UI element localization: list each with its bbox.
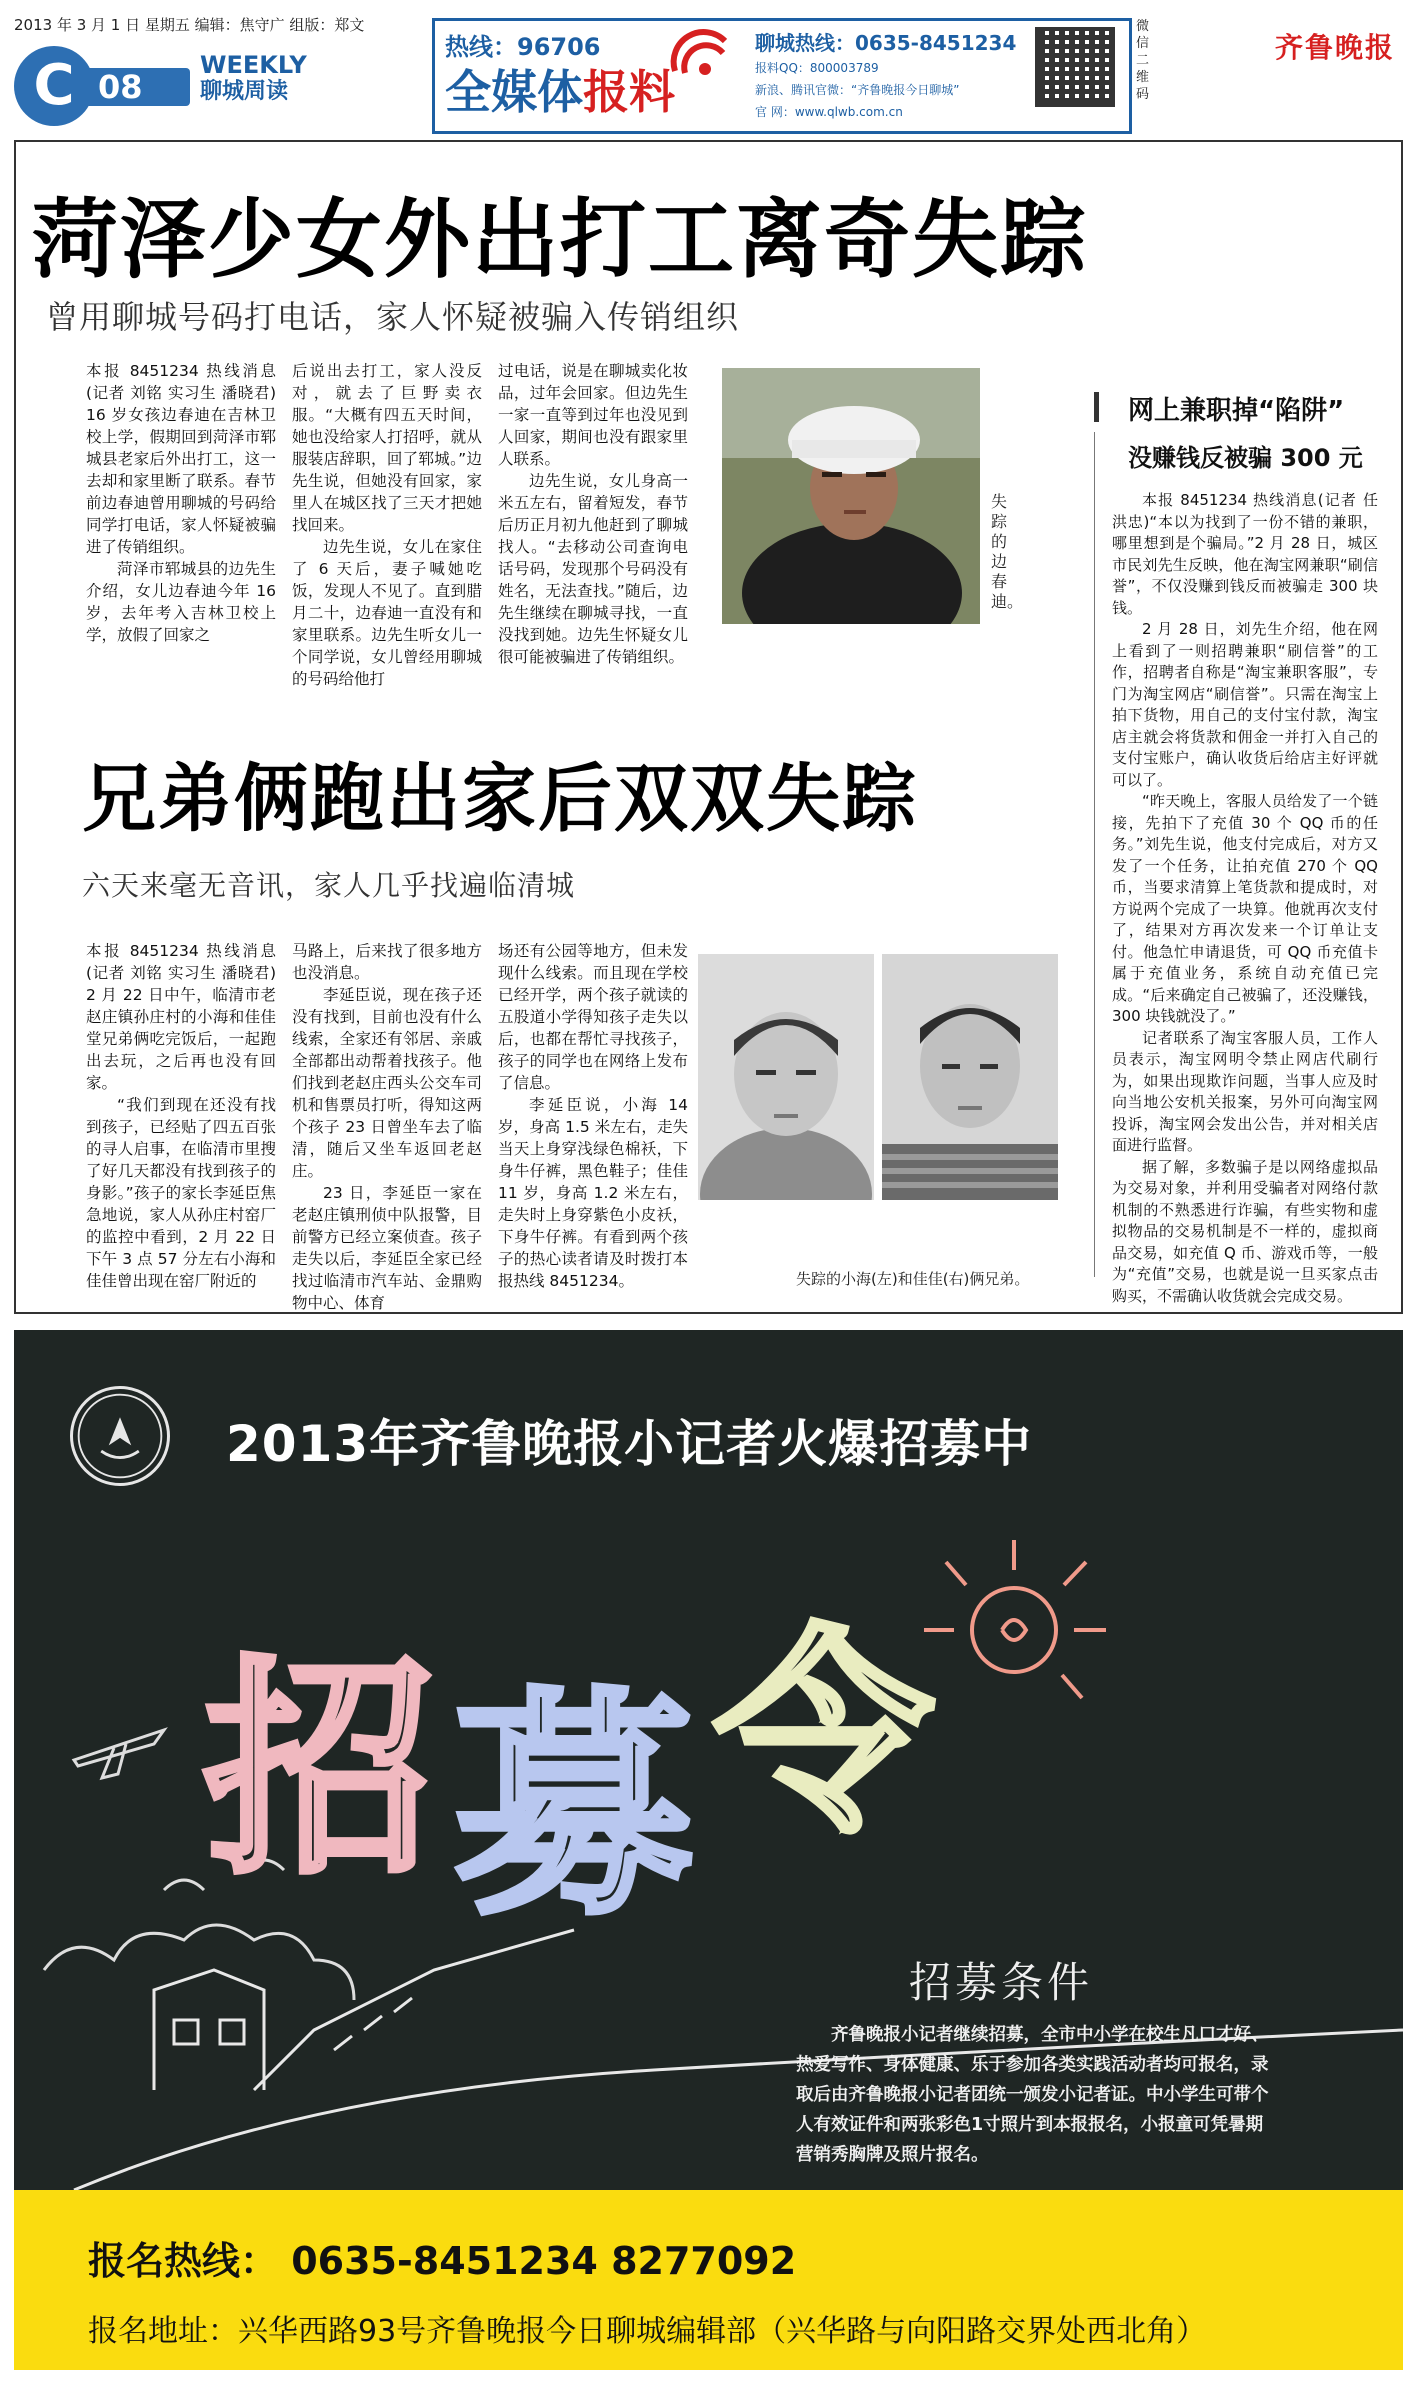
broadcast-signal-icon [665,21,735,81]
masthead [0,0,1417,140]
hotline-banner [432,18,1132,134]
section-letter: C [33,53,75,118]
story2-column-2 [292,940,482,1314]
story1-column-1 [86,360,276,646]
side-story-subtitle: 没赚钱反被骗 300 元 [1128,444,1363,472]
boy-portrait-icon [882,954,1058,1200]
chalk-char-zhao: 招 [204,1638,435,1905]
story2-subhead: 六天来毫无音讯，家人几乎找遍临清城 [82,869,576,902]
story1-headline: 菏泽少女外出打工离奇失踪 [32,190,1088,290]
story2-paragraph: 李延臣说，小海 14 岁，身高 1.5 米左右，走失当天上身穿浅绿色棉袄，下身牛仔裤，黑色鞋子；佳佳 11 岁，身高 1.2 米左右，走失时上身穿紫色小皮袄，下身牛仔裤。有看到两个孩子的热心读者请及时拨打本报热线 8451234。 [498,1096,688,1290]
girl-photo-caption: 失踪的边春迪。 [991,492,1024,611]
brother-left-photo [698,954,874,1200]
side-story-title: 网上兼职掉“陷阱” [1128,396,1345,426]
story2-column-3 [498,940,688,1292]
weekly-label: WEEKLY [200,51,307,79]
issue-meta: 2013 年 3 月 1 日 星期五 编辑：焦守广 组版：郑文 [14,16,365,34]
signup-hotline: 报名热线： 0635-8451234 8277092 [88,2239,797,2283]
chalk-char-ling: 令 [714,1606,935,1862]
side-title-bar [1094,392,1099,422]
side-paragraph: 2 月 28 日，刘先生介绍，他在网上看到了一则招聘兼职“刷信誉”的工作，招聘者自称是“淘宝兼职客服”，专门为淘宝网店“刷信誉”。只需在淘宝上拍下货物，用自己的支付宝付款，淘宝店主就会将货款和佣金一并打入自己的支付宝账户，确认收货后给店主好评就可以了。 [1112,620,1378,789]
story2-column-1 [86,940,276,1292]
chalk-sun-icon [924,1540,1106,1698]
story1-subhead: 曾用聊城号码打电话，家人怀疑被骗入传销组织 [46,298,740,336]
hotline-number: 热线：96706 [445,33,601,61]
qr-label: 微信二维码 [1136,19,1150,102]
story2-paragraph: 场还有公园等地方，但未发现什么线索。而且现在学校已经开学，两个孩子就读的五股道小学得知孩子走失以后，也都在帮忙寻找孩子，孩子的同学也在网络上发布了信息。 [498,942,688,1092]
news-frame [14,140,1403,1314]
ad-contact-banner [14,2190,1403,2370]
story2-paragraph: 李延臣说，现在孩子还没有找到，目前也没有什么线索，全家还有邻居、亲戚全部都出动帮着找孩子。他们找到老赵庄西头公交车司机和售票员打听，得知这两个孩子 23 日曾坐车去了临清，随后又坐车返回老赵庄。 [292,986,482,1180]
side-paragraph: 据了解，多数骗子是以网络虚拟品为交易对象，并利用受骗者对网络付款机制的不熟悉进行诈骗，有些实物和虚拟物品的交易机制是不一样的，虚拟商品交易，如充值 Q 币、游戏币等，一般为“充值”交易，也就是说一旦买家点击购买，不需确认收货就会完成交易。 [1112,1157,1378,1305]
story2-paragraph: 马路上，后来找了很多地方也没消息。 [292,942,482,982]
story2-paragraph: 本报 8451234 热线消息(记者 刘铭 实习生 潘晓君) 2 月 22 日中午，临清市老赵庄镇孙庄村的小海和佳佳堂兄弟俩吃完饭后，一起跑出去玩，之后再也没有回家。 [86,942,276,1092]
signup-address: 报名地址：兴华西路93号齐鲁晚报今日聊城编辑部（兴华路与向阳路交界处西北角） [88,2314,1207,2349]
chalk-big-characters [204,1606,934,1947]
story1-paragraph: 本报 8451234 热线消息(记者 刘铭 实习生 潘晓君) 16 岁女孩边春迪在吉林卫校上学，假期回到菏泽市郓城县老家后外出打工，这一去却和家里断了联系。春节前边春迪曾用聊城的号码给同学打电话，家人怀疑被骗进了传销组织。 [86,362,276,556]
story2-headline: 兄弟俩跑出家后双双失踪 [82,756,918,842]
column-name: 聊城周读 [200,79,289,104]
side-paragraph: 记者联系了淘宝客服人员，工作人员表示，淘宝网明令禁止网店代刷行为，如果出现欺诈问题，当事人应及时向当地公安机关报案，另外可向淘宝网投诉，淘宝网会发出公告，并对相关店面进行监督。 [1112,1028,1378,1154]
story1-paragraph: 过电话，说是在聊城卖化妆品，过年会回家。但边先生一家一直等到过年也没见到人回家，期间也没有跟家里人联系。 [498,362,688,468]
story2-paragraph: “我们到现在还没有找到孩子，已经贴了四五百张的寻人启事，在临清市里搜了好几天都没有找到孩子的身影。”孩子的家长李延臣焦急地说，家人从孙庄村窑厂的监控中看到，2 月 22 日下午 3 点 57 分左右小海和佳佳曾出现在窑厂附近的 [86,1096,276,1290]
story1-column-2 [292,360,482,690]
side-paragraph: “昨天晚上，客服人员给发了一个链接，先拍下了充值 30 个 QQ 币的任务。”刘先生说，他支付完成后，对方又发了一个任务，让拍充值 270 个 QQ 币，当要求清算上笔货款和提成时，对方说两个完成了一块算。他就再次支付了，结果对方再次发来一个订单让支付。他急忙申请退货，可 QQ 币充值卡属于充值业务，系统自动充值已完成。“后来确定自己被骗了，还没赚钱，300 块钱就没了。” [1112,792,1378,1025]
side-paragraph: 本报 8451234 热线消息(记者 任洪忠)“本以为找到了一份不错的兼职，哪里想到是个骗局。”2 月 28 日，城区市民刘先生反映，他在淘宝网兼职“刷信誉”，不仅没赚到钱反而被骗走 300 块钱。 [1112,491,1378,617]
all-media-label: 全媒体 [445,65,583,119]
story1-column-3 [498,360,688,668]
brand-logo: 齐鲁晚报 [1274,31,1395,64]
brothers-photo-caption: 失踪的小海(左)和佳佳(右)俩兄弟。 [796,1270,1030,1288]
story1-paragraph: 菏泽市郓城县的边先生介绍，女儿边春迪今年 16 岁，去年考入吉林卫校上学，放假了回家之 [86,560,276,644]
girl-portrait-icon [722,368,980,624]
recruitment-ad [14,1330,1403,2370]
side-divider [1094,432,1095,1277]
page-number: 08 [80,68,190,106]
weibo-line: 新浪、腾讯官微：“齐鲁晚报今日聊城” [755,83,960,97]
qr-code-icon [1035,27,1115,107]
side-story-body [1112,490,1378,1307]
page-badge [14,46,194,126]
city-hotline: 聊城热线：0635-8451234 [755,31,1017,55]
chalk-airplane-icon [74,1730,164,1778]
website-line: 官 网：www.qlwb.com.cn [755,105,903,119]
conditions-title: 招募条件 [909,1958,1094,2007]
story1-paragraph: 边先生说，女儿在家住了 6 天后，妻子喊她吃饭，发现人不见了。直到腊月二十，边春迪一直没有和家里联系。边先生听女儿一个同学说，女儿曾经用聊城的号码给他打 [292,538,482,688]
boy-portrait-icon [698,954,874,1200]
qq-line: 报料QQ：800003789 [755,61,879,75]
tipoff-label: 报料 [583,65,675,119]
brother-right-photo [882,954,1058,1200]
conditions-text: 齐鲁晚报小记者继续招募，全市中小学在校生凡口才好、热爱写作、身体健康、乐于参加各类实践活动者均可报名，录取后由齐鲁晚报小记者团统一颁发小记者证。中小学生可带个人有效证件和两张彩色1寸照片到本报报名，小报童可凭暑期营销秀胸牌及照片报名。 [796,2025,1269,2165]
story2-paragraph: 23 日，李延臣一家在老赵庄镇刑侦中队报警，目前警方已经立案侦查。孩子走失以后，李延臣全家已经找过临清市汽车站、金鼎购物中心、体育 [292,1184,482,1312]
chalk-char-mu: 募 [454,1667,695,1947]
ad-title: 2013年齐鲁晚报小记者火爆招募中 [226,1415,1033,1473]
story1-paragraph: 边先生说，女儿身高一米五左右，留着短发，春节后历正月初九他赶到了聊城找人。“去移动公司查询电话号码，发现那个号码没有姓名，无法查找。”随后，边先生继续在聊城寻找，一直没找到她。边先生怀疑女儿很可能被骗进了传销组织。 [498,472,688,666]
story1-paragraph: 后说出去打工，家人没反对，就去了巨野卖衣服。“大概有四五天时间，她也没给家人打招呼，就从服装店辞职，回了郓城。”边先生说，但她没有回家，家里人在城区找了三天才把她找回来。 [292,362,482,534]
missing-girl-photo [722,368,980,624]
